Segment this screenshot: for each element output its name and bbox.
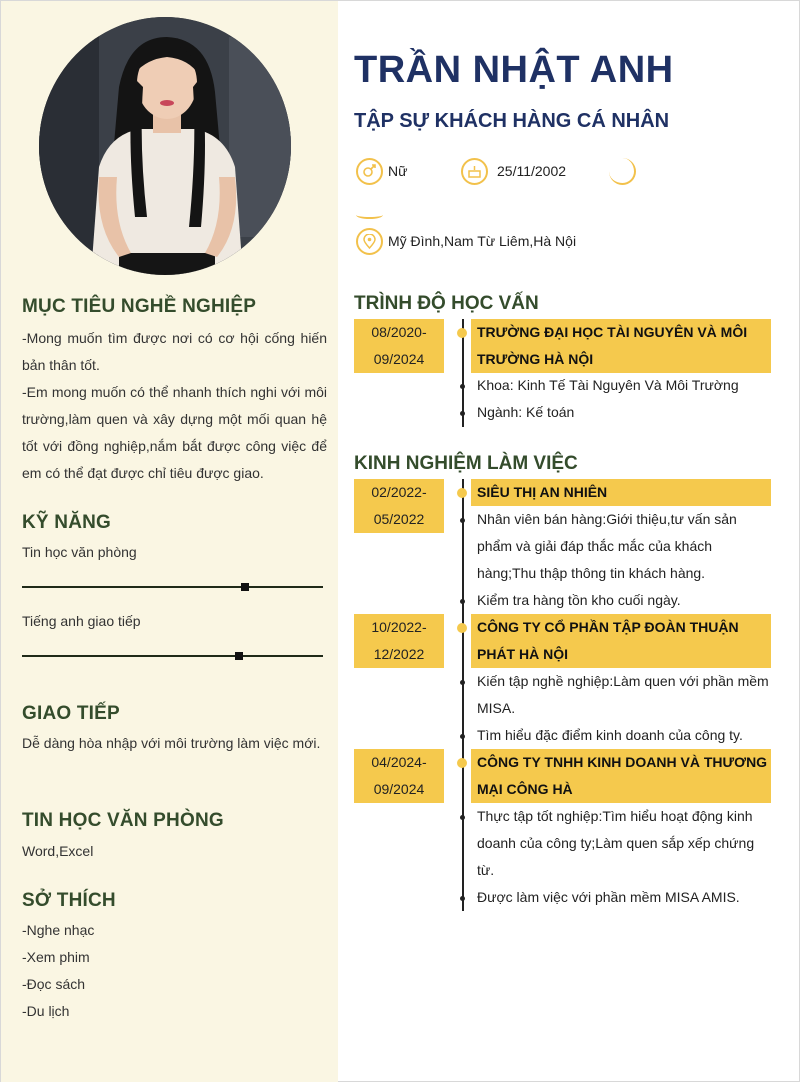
office-heading: TIN HỌC VĂN PHÒNG	[22, 810, 224, 831]
profile-photo	[39, 17, 291, 275]
job-company: CÔNG TY CỔ PHẦN TẬP ĐOÀN THUẬN PHÁT HÀ NỘI	[471, 614, 771, 668]
timeline-dot	[457, 623, 467, 633]
office-text: Word,Excel	[22, 843, 94, 859]
education-school: TRƯỜNG ĐẠI HỌC TÀI NGUYÊN VÀ MÔI TRƯỜNG HÀ NỘI	[471, 319, 771, 373]
address-value: Mỹ Đình,Nam Từ Liêm,Hà Nội	[388, 233, 577, 249]
education-detail: Ngành: Kế toán	[477, 404, 575, 420]
birthday-value: 25/11/2002	[497, 163, 567, 179]
bullet	[460, 518, 465, 523]
education-heading: TRÌNH ĐỘ HỌC VẤN	[354, 293, 539, 314]
bullet	[460, 411, 465, 416]
bullet	[460, 815, 465, 820]
experience-heading: KINH NGHIỆM LÀM VIỆC	[354, 453, 578, 474]
bullet	[460, 384, 465, 389]
job-detail: Thực tập tốt nghiệp:Tìm hiểu hoạt động kinh doanh của công ty;Làm quen sắp xếp chứng từ.	[477, 808, 755, 878]
experience-timeline	[462, 479, 464, 911]
job-detail: Kiến tập nghề nghiệp:Làm quen với phần mềm MISA.	[477, 673, 769, 716]
hobby-item: -Xem phim	[22, 949, 90, 965]
hobby-item: -Du lịch	[22, 1003, 70, 1019]
job-date	[354, 479, 444, 533]
skill-bar-office	[22, 586, 323, 588]
date-start: 10/2022-	[371, 619, 427, 635]
phone-icon	[609, 158, 636, 185]
education-detail: Khoa: Kinh Tế Tài Nguyên Và Môi Trường	[477, 377, 739, 393]
skill-name-english: Tiếng anh giao tiếp	[22, 613, 141, 629]
hobby-item: -Đọc sách	[22, 976, 86, 992]
skill-name-office: Tin học văn phòng	[22, 544, 137, 560]
job-company: SIÊU THỊ AN NHIÊN	[471, 479, 771, 506]
candidate-position: TẬP SỰ KHÁCH HÀNG CÁ NHÂN	[354, 110, 670, 132]
location-icon	[356, 228, 383, 255]
skills-heading: KỸ NĂNG	[22, 512, 112, 533]
email-icon	[356, 211, 383, 219]
job-date	[354, 749, 444, 803]
gender-value: Nữ	[388, 163, 408, 179]
date-end: 12/2022	[373, 646, 425, 662]
timeline-dot	[457, 328, 467, 338]
communication-heading: GIAO TIẾP	[22, 703, 120, 724]
hobbies-heading: SỞ THÍCH	[22, 890, 116, 911]
job-detail: Nhân viên bán hàng:Giới thiệu,tư vấn sản phẩm và giải đáp thắc mắc của khách hàng;Thu thập thông tin khách hàng.	[477, 511, 737, 581]
timeline-dot	[457, 488, 467, 498]
skill-bar-english	[22, 655, 323, 657]
skill-level-marker-office	[241, 583, 249, 591]
job-company: CÔNG TY TNHH KINH DOANH VÀ THƯƠNG MẠI CÔNG HÀ	[471, 749, 771, 803]
education-date	[354, 319, 444, 373]
hobby-item: -Nghe nhạc	[22, 922, 95, 938]
date-end: 09/2024	[373, 351, 425, 367]
timeline-dot	[457, 758, 467, 768]
date-end: 05/2022	[373, 511, 425, 527]
date-start: 02/2022-	[371, 484, 427, 500]
gender-icon	[356, 158, 383, 185]
job-detail: Tìm hiểu đặc điểm kinh doanh của công ty.	[477, 727, 743, 743]
communication-text: Dễ dàng hòa nhập với môi trường làm việc mới.	[22, 735, 321, 751]
bullet	[460, 734, 465, 739]
date-end: 09/2024	[373, 781, 425, 797]
candidate-name: TRẦN NHẬT ANH	[354, 49, 674, 91]
objective-line-2: -Em mong muốn có thể nhanh thích nghi với môi trường,làm quen và xây dựng một mối quan hệ tốt với đồng nghiệp,nắm bắt được công việc để em có thể đạt được chỉ tiêu được giao.	[22, 384, 327, 481]
job-detail: Kiểm tra hàng tồn kho cuối ngày.	[477, 592, 681, 608]
bullet	[460, 896, 465, 901]
birthday-cake-icon	[461, 158, 488, 185]
job-date	[354, 614, 444, 668]
objective-heading: MỤC TIÊU NGHỀ NGHIỆP	[22, 296, 257, 317]
objective-line-1: -Mong muốn tìm được nơi có cơ hội cống hiến bản thân tốt.	[22, 330, 327, 373]
job-detail: Được làm việc với phần mềm MISA AMIS.	[477, 889, 740, 905]
skill-level-marker-english	[235, 652, 243, 660]
bullet	[460, 599, 465, 604]
date-start: 08/2020-	[371, 324, 427, 340]
bullet	[460, 680, 465, 685]
date-start: 04/2024-	[371, 754, 427, 770]
